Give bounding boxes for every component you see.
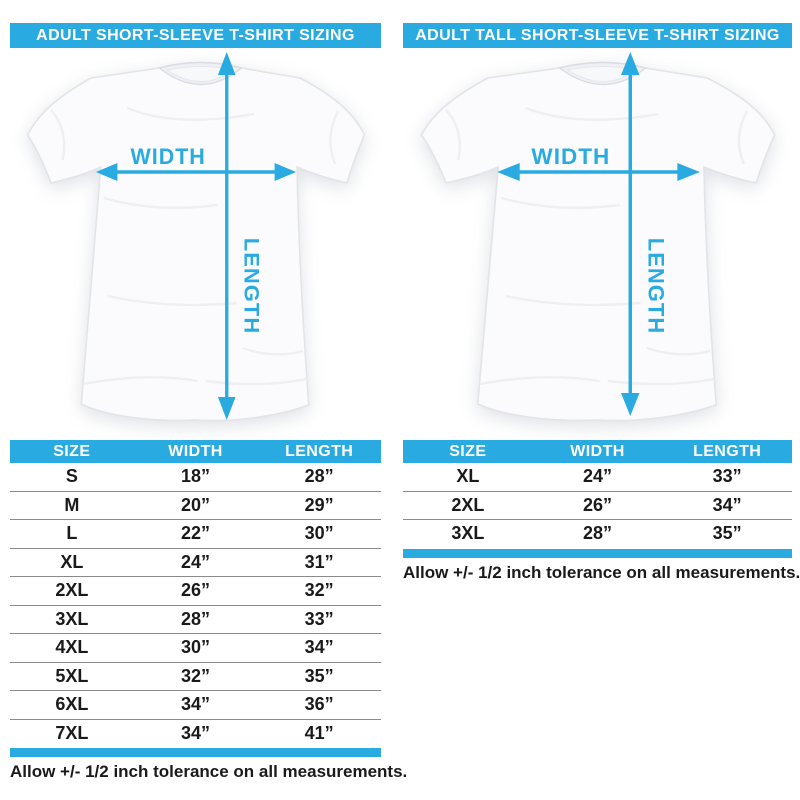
tolerance-note-adult: Allow +/- 1/2 inch tolerance on all measurements. bbox=[10, 762, 408, 781]
size-cell: 3XL bbox=[451, 523, 485, 544]
size-cell: 3XL bbox=[10, 605, 134, 634]
length-cell: 35” bbox=[712, 523, 742, 544]
length-cell: 35” bbox=[257, 662, 381, 691]
tshirt-diagram-adult-tall bbox=[403, 48, 792, 440]
length-cell: 41” bbox=[304, 722, 334, 743]
panel-title-adult-tall: ADULT TALL SHORT-SLEEVE T-SHIRT SIZING bbox=[403, 23, 792, 48]
table-row bbox=[403, 491, 792, 520]
table-row bbox=[10, 605, 381, 634]
size-cell: 2XL bbox=[403, 491, 533, 520]
table-row bbox=[10, 634, 381, 663]
width-arrow-label: WIDTH bbox=[531, 144, 611, 169]
column-header-size: SIZE bbox=[10, 440, 134, 463]
table-row bbox=[10, 719, 381, 747]
tshirt-diagram-adult bbox=[10, 48, 381, 440]
width-cell: 24” bbox=[134, 548, 258, 577]
size-cell: 7XL bbox=[55, 722, 89, 743]
width-cell: 34” bbox=[134, 691, 258, 720]
length-cell: 29” bbox=[257, 491, 381, 520]
width-cell: 22” bbox=[134, 520, 258, 549]
size-cell: S bbox=[10, 463, 134, 491]
width-cell: 20” bbox=[134, 491, 258, 520]
column-header-size: SIZE bbox=[403, 440, 533, 463]
size-cell: M bbox=[10, 491, 134, 520]
length-cell: 33” bbox=[257, 605, 381, 634]
column-header-length: LENGTH bbox=[662, 440, 792, 463]
table-header-row bbox=[403, 440, 792, 463]
length-cell: 34” bbox=[257, 634, 381, 663]
size-cell: XL bbox=[10, 548, 134, 577]
size-cell: 6XL bbox=[10, 691, 134, 720]
width-cell: 34” bbox=[180, 722, 210, 743]
column-header-width: WIDTH bbox=[533, 440, 663, 463]
table-row bbox=[10, 577, 381, 606]
width-arrow-label: WIDTH bbox=[130, 143, 206, 170]
width-cell: 18” bbox=[134, 463, 258, 491]
length-arrow-label: LENGTH bbox=[643, 237, 669, 335]
width-cell: 28” bbox=[582, 523, 612, 544]
length-cell: 32” bbox=[257, 577, 381, 606]
width-cell: 26” bbox=[134, 577, 258, 606]
column-header-width: WIDTH bbox=[134, 440, 258, 463]
table-row bbox=[10, 548, 381, 577]
tolerance-note-adult-tall: Allow +/- 1/2 inch tolerance on all measurements. bbox=[403, 562, 800, 582]
length-arrow-label: LENGTH bbox=[239, 237, 265, 335]
tshirt-image bbox=[421, 63, 774, 421]
length-cell: 28” bbox=[257, 463, 381, 491]
table-row bbox=[10, 691, 381, 720]
width-cell: 28” bbox=[134, 605, 258, 634]
length-cell: 36” bbox=[257, 691, 381, 720]
width-cell: 26” bbox=[533, 491, 663, 520]
tshirt-illustration bbox=[10, 48, 381, 440]
size-table-adult-tall bbox=[403, 440, 792, 548]
size-cell: 4XL bbox=[10, 634, 134, 663]
table-row bbox=[403, 463, 792, 491]
adult-tall-sizing-panel bbox=[403, 23, 800, 583]
size-cell: XL bbox=[403, 463, 533, 491]
size-cell: L bbox=[10, 520, 134, 549]
table-row bbox=[403, 520, 792, 548]
size-cell: 2XL bbox=[10, 577, 134, 606]
adult-sizing-panel bbox=[10, 23, 408, 782]
length-cell: 31” bbox=[257, 548, 381, 577]
length-cell: 34” bbox=[662, 491, 792, 520]
table-footer-bar bbox=[10, 748, 381, 757]
tshirt-illustration bbox=[403, 48, 792, 440]
table-row bbox=[10, 491, 381, 520]
column-header-length: LENGTH bbox=[257, 440, 381, 463]
table-header-row bbox=[10, 440, 381, 463]
width-cell: 32” bbox=[134, 662, 258, 691]
length-cell: 33” bbox=[662, 463, 792, 491]
length-cell: 30” bbox=[257, 520, 381, 549]
width-cell: 30” bbox=[134, 634, 258, 663]
table-row bbox=[10, 662, 381, 691]
panel-title-adult: ADULT SHORT-SLEEVE T-SHIRT SIZING bbox=[10, 23, 381, 48]
size-table-adult bbox=[10, 440, 381, 747]
tshirt-image bbox=[28, 63, 365, 421]
width-cell: 24” bbox=[533, 463, 663, 491]
table-footer-bar bbox=[403, 549, 792, 558]
size-cell: 5XL bbox=[10, 662, 134, 691]
table-row bbox=[10, 463, 381, 491]
table-row bbox=[10, 520, 381, 549]
